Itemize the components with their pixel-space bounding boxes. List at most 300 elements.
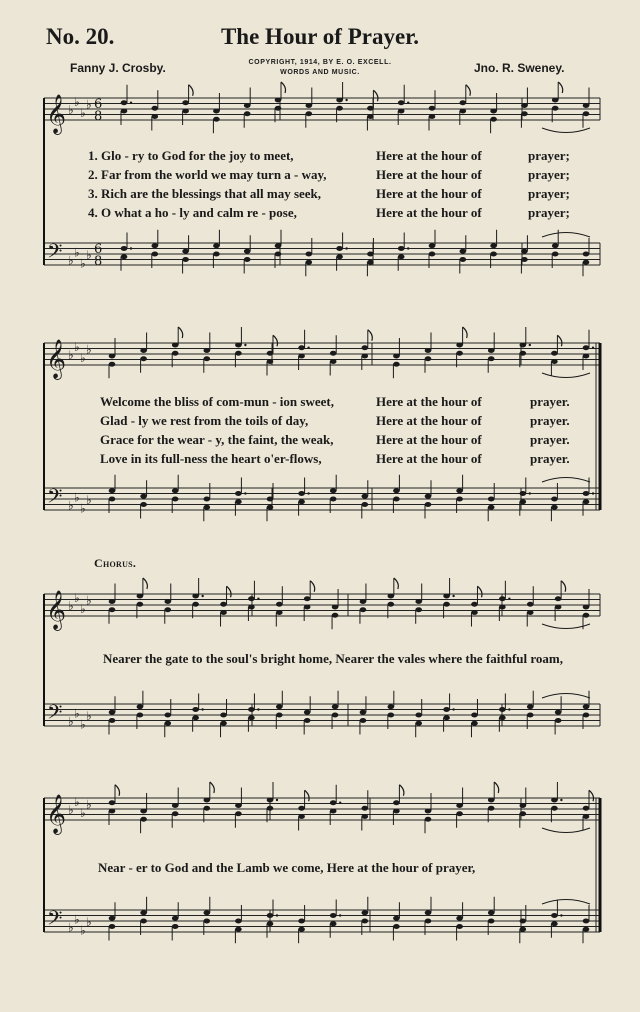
dot xyxy=(307,347,309,349)
flat-icon: ♭ xyxy=(80,601,86,616)
note-head xyxy=(332,713,339,718)
note-head xyxy=(583,260,590,265)
note-head xyxy=(330,488,337,493)
note-head xyxy=(460,100,467,105)
note-head xyxy=(306,103,313,108)
dot xyxy=(529,344,531,346)
note-head xyxy=(172,924,179,929)
tie-arc xyxy=(542,373,590,378)
dot xyxy=(508,598,510,600)
note-head xyxy=(172,497,179,502)
note-head xyxy=(520,499,527,504)
note-head xyxy=(551,359,558,364)
note-head xyxy=(298,814,305,819)
note-head xyxy=(415,721,422,726)
note-head xyxy=(213,117,220,122)
note-head xyxy=(235,343,242,348)
note-head xyxy=(152,243,159,248)
note-head xyxy=(520,927,527,932)
note-head xyxy=(172,343,179,348)
dot xyxy=(529,492,531,494)
note-head xyxy=(362,354,369,359)
note-head xyxy=(304,718,311,723)
note-head xyxy=(298,345,305,350)
note-head xyxy=(490,109,497,114)
flat-icon: ♭ xyxy=(68,714,74,729)
flat-icon: ♭ xyxy=(74,339,80,354)
time-signature-bottom: 8 xyxy=(94,109,103,124)
note-head xyxy=(330,913,337,918)
note-head xyxy=(393,924,400,929)
treble-clef-icon: 𝄞 xyxy=(46,794,67,834)
note-head xyxy=(583,806,590,811)
tie-arc xyxy=(542,694,590,699)
dot xyxy=(276,914,278,916)
note-head xyxy=(362,814,369,819)
note-head xyxy=(267,359,274,364)
note-head xyxy=(471,602,478,607)
note-head xyxy=(456,916,463,921)
note-head xyxy=(583,103,590,108)
note-head xyxy=(140,502,147,507)
note-head xyxy=(527,602,534,607)
note-head xyxy=(336,98,343,103)
hymn-title: The Hour of Prayer. xyxy=(220,24,420,49)
note-head xyxy=(362,910,369,915)
note-head xyxy=(235,499,242,504)
note-head xyxy=(213,243,220,248)
note-head xyxy=(429,243,436,248)
note-head xyxy=(583,354,590,359)
flat-icon: ♭ xyxy=(74,794,80,809)
note-head xyxy=(583,613,590,618)
note-head xyxy=(583,927,590,932)
note-head xyxy=(332,704,339,709)
note-flag xyxy=(557,335,562,346)
note-head xyxy=(471,721,478,726)
note-head xyxy=(275,243,282,248)
bass-clef-icon: 𝄢 xyxy=(47,239,63,268)
note-head xyxy=(367,260,374,265)
note-head xyxy=(456,488,463,493)
dot xyxy=(257,598,259,600)
note-head xyxy=(362,502,369,507)
note-head xyxy=(140,919,147,924)
note-head xyxy=(332,605,339,610)
dot xyxy=(201,595,203,597)
note-head xyxy=(425,817,432,822)
composer-credit: Jno. R. Sweney. xyxy=(474,61,565,75)
note-head xyxy=(140,494,147,499)
note-flag xyxy=(178,327,183,338)
dot xyxy=(130,247,132,249)
note-head xyxy=(109,809,116,814)
note-head xyxy=(298,354,305,359)
flat-icon: ♭ xyxy=(86,915,92,929)
note-head xyxy=(248,707,255,712)
note-flag xyxy=(227,586,232,597)
note-flag xyxy=(399,785,404,796)
note-head xyxy=(306,111,313,116)
flat-icon: ♭ xyxy=(68,920,74,935)
note-head xyxy=(520,351,527,356)
note-head xyxy=(443,594,450,599)
dot xyxy=(201,708,203,710)
note-head xyxy=(583,713,590,718)
note-head xyxy=(583,605,590,610)
note-flag xyxy=(558,82,563,93)
note-head xyxy=(332,613,339,618)
note-head xyxy=(140,348,147,353)
note-head xyxy=(367,114,374,119)
note-head xyxy=(121,246,128,251)
note-head xyxy=(362,919,369,924)
lyricist-credit: Fanny J. Crosby. xyxy=(70,61,166,75)
note-head xyxy=(551,913,558,918)
note-head xyxy=(192,602,199,607)
note-head xyxy=(398,254,405,259)
note-head xyxy=(192,715,199,720)
note-head xyxy=(267,798,274,803)
note-head xyxy=(552,106,559,111)
note-head xyxy=(583,345,590,350)
note-head xyxy=(109,710,116,715)
note-head xyxy=(520,491,527,496)
note-head xyxy=(425,919,432,924)
note-head xyxy=(456,497,463,502)
note-head xyxy=(443,707,450,712)
note-head xyxy=(152,252,159,257)
treble-clef-icon: 𝄞 xyxy=(46,94,67,134)
note-head xyxy=(456,343,463,348)
note-flag xyxy=(273,335,278,346)
flat-icon: ♭ xyxy=(86,593,92,608)
note-head xyxy=(298,499,305,504)
note-head xyxy=(551,921,558,926)
flat-icon: ♭ xyxy=(74,94,80,109)
note-head xyxy=(425,910,432,915)
note-head xyxy=(204,910,211,915)
dot xyxy=(592,492,594,494)
flat-icon: ♭ xyxy=(80,923,86,938)
dot xyxy=(339,802,341,804)
note-head xyxy=(172,351,179,356)
note-flag xyxy=(115,785,120,796)
note-head xyxy=(137,594,144,599)
note-head xyxy=(275,252,282,257)
note-head xyxy=(109,354,116,359)
note-head xyxy=(244,111,251,116)
dot xyxy=(339,914,341,916)
bass-clef-icon: 𝄢 xyxy=(47,484,63,513)
note-head xyxy=(499,605,506,610)
note-head xyxy=(521,111,528,116)
note-head xyxy=(527,610,534,615)
time-signature-bottom: 8 xyxy=(94,254,103,269)
note-head xyxy=(172,811,179,816)
flat-icon: ♭ xyxy=(80,350,86,365)
note-head xyxy=(425,348,432,353)
note-head xyxy=(164,721,171,726)
note-head xyxy=(109,718,116,723)
dot xyxy=(560,914,562,916)
note-head xyxy=(192,594,199,599)
note-head xyxy=(235,811,242,816)
note-head xyxy=(367,252,374,257)
note-head xyxy=(109,599,116,604)
note-head xyxy=(330,497,337,502)
note-head xyxy=(267,921,274,926)
note-head xyxy=(304,710,311,715)
note-head xyxy=(360,718,367,723)
note-head xyxy=(415,607,422,612)
note-head xyxy=(551,351,558,356)
note-head xyxy=(275,98,282,103)
flat-icon: ♭ xyxy=(68,599,74,613)
note-head xyxy=(393,800,400,805)
note-head xyxy=(213,252,220,257)
note-head xyxy=(471,610,478,615)
dot xyxy=(244,344,246,346)
note-head xyxy=(220,713,227,718)
note-head xyxy=(220,721,227,726)
note-head xyxy=(490,243,497,248)
note-head xyxy=(220,602,227,607)
copyright-subline: WORDS AND MUSIC. xyxy=(280,69,360,76)
time-signature-top: 6 xyxy=(94,242,103,257)
note-flag xyxy=(394,578,399,589)
note-head xyxy=(555,718,562,723)
treble-clef-icon: 𝄞 xyxy=(46,339,67,379)
note-head xyxy=(490,252,497,257)
note-head xyxy=(140,910,147,915)
note-head xyxy=(443,602,450,607)
note-head xyxy=(213,109,220,114)
flat-icon: ♭ xyxy=(68,103,74,117)
note-head xyxy=(182,257,189,262)
note-head xyxy=(552,98,559,103)
note-head xyxy=(204,505,211,510)
note-head xyxy=(121,100,128,105)
time-signature-top: 6 xyxy=(94,97,103,112)
note-head xyxy=(398,109,405,114)
note-head xyxy=(393,362,400,367)
note-head xyxy=(393,809,400,814)
note-head xyxy=(488,356,495,361)
note-head xyxy=(121,109,128,114)
note-head xyxy=(109,924,116,929)
note-head xyxy=(140,356,147,361)
note-head xyxy=(330,921,337,926)
hymn-number: No. 20. xyxy=(46,24,115,49)
note-head xyxy=(336,254,343,259)
note-head xyxy=(425,356,432,361)
note-head xyxy=(490,117,497,122)
note-head xyxy=(172,803,179,808)
note-head xyxy=(204,919,211,924)
note-head xyxy=(109,800,116,805)
note-head xyxy=(172,916,179,921)
chorus-line-2: Near - er to God and the Lamb we come, Here at the hour of prayer, xyxy=(98,860,476,875)
note-head xyxy=(204,806,211,811)
note-head xyxy=(204,798,211,803)
note-head xyxy=(398,246,405,251)
note-head xyxy=(551,798,558,803)
note-head xyxy=(204,497,211,502)
note-head xyxy=(330,359,337,364)
copyright-line: COPYRIGHT, 1914, BY E. O. EXCELL. xyxy=(248,59,392,66)
note-head xyxy=(499,715,506,720)
bass-clef-icon: 𝄢 xyxy=(47,700,63,729)
dot xyxy=(257,708,259,710)
dot xyxy=(452,595,454,597)
note-head xyxy=(244,257,251,262)
note-head xyxy=(460,249,467,254)
note-flag xyxy=(494,782,499,793)
note-head xyxy=(583,814,590,819)
note-flag xyxy=(561,581,566,592)
note-head xyxy=(360,607,367,612)
note-head xyxy=(583,919,590,924)
note-head xyxy=(362,494,369,499)
treble-clef-icon: 𝄞 xyxy=(46,590,67,630)
note-head xyxy=(248,596,255,601)
note-head xyxy=(109,488,116,493)
note-head xyxy=(204,348,211,353)
note-head xyxy=(182,109,189,114)
note-flag xyxy=(189,85,194,96)
dot xyxy=(592,347,594,349)
tie-arc xyxy=(542,233,590,238)
note-head xyxy=(460,257,467,262)
dot xyxy=(345,247,347,249)
note-head xyxy=(488,497,495,502)
note-head xyxy=(330,351,337,356)
note-head xyxy=(267,913,274,918)
note-head xyxy=(425,809,432,814)
note-head xyxy=(235,803,242,808)
note-flag xyxy=(143,578,148,589)
note-head xyxy=(425,502,432,507)
flat-icon: ♭ xyxy=(68,803,74,817)
note-head xyxy=(520,343,527,348)
note-head xyxy=(336,246,343,251)
note-head xyxy=(415,713,422,718)
flat-icon: ♭ xyxy=(68,348,74,362)
note-head xyxy=(429,114,436,119)
note-head xyxy=(393,497,400,502)
dot xyxy=(307,492,309,494)
note-head xyxy=(488,919,495,924)
note-head xyxy=(527,704,534,709)
note-head xyxy=(583,491,590,496)
flat-icon: ♭ xyxy=(74,245,80,260)
note-head xyxy=(137,704,144,709)
flat-icon: ♭ xyxy=(80,256,86,271)
note-flag xyxy=(310,581,315,592)
note-head xyxy=(276,602,283,607)
note-head xyxy=(172,488,179,493)
note-head xyxy=(393,354,400,359)
flat-icon: ♭ xyxy=(74,706,80,721)
note-flag xyxy=(210,782,215,793)
note-head xyxy=(456,351,463,356)
note-head xyxy=(109,916,116,921)
flat-icon: ♭ xyxy=(74,490,80,505)
dot xyxy=(345,99,347,101)
note-head xyxy=(388,713,395,718)
note-head xyxy=(182,100,189,105)
note-head xyxy=(388,602,395,607)
note-head xyxy=(276,704,283,709)
note-head xyxy=(551,806,558,811)
note-head xyxy=(520,811,527,816)
note-head xyxy=(360,710,367,715)
note-head xyxy=(248,715,255,720)
note-head xyxy=(204,356,211,361)
flat-icon: ♭ xyxy=(86,493,92,507)
note-head xyxy=(137,602,144,607)
note-head xyxy=(276,610,283,615)
note-head xyxy=(488,910,495,915)
note-head xyxy=(521,257,528,262)
note-flag xyxy=(463,327,468,338)
note-head xyxy=(235,351,242,356)
tie-arc xyxy=(542,128,590,133)
note-head xyxy=(443,715,450,720)
chorus-line-1: Nearer the gate to the soul's bright home, Nearer the vales where the faithful roam, xyxy=(103,651,563,666)
note-head xyxy=(220,610,227,615)
flat-icon: ♭ xyxy=(86,709,92,723)
note-head xyxy=(552,252,559,257)
note-head xyxy=(109,497,116,502)
chorus-label: Chorus. xyxy=(94,556,137,570)
note-head xyxy=(140,809,147,814)
flat-icon: ♭ xyxy=(80,105,86,120)
note-head xyxy=(583,704,590,709)
note-head xyxy=(583,252,590,257)
note-head xyxy=(235,919,242,924)
note-head xyxy=(248,605,255,610)
note-head xyxy=(367,106,374,111)
note-head xyxy=(276,713,283,718)
note-head xyxy=(415,599,422,604)
note-head xyxy=(298,491,305,496)
flat-icon: ♭ xyxy=(86,342,92,357)
note-head xyxy=(304,605,311,610)
note-head xyxy=(488,348,495,353)
note-head xyxy=(488,505,495,510)
flat-icon: ♭ xyxy=(80,501,86,516)
note-head xyxy=(298,806,305,811)
dot xyxy=(560,799,562,801)
flat-icon: ♭ xyxy=(68,498,74,513)
note-head xyxy=(306,252,313,257)
flat-icon: ♭ xyxy=(80,717,86,732)
note-head xyxy=(551,497,558,502)
note-head xyxy=(555,605,562,610)
dot xyxy=(407,102,409,104)
note-head xyxy=(429,252,436,257)
note-head xyxy=(521,103,528,108)
note-head xyxy=(267,497,274,502)
flat-icon: ♭ xyxy=(86,97,92,112)
flat-icon: ♭ xyxy=(68,253,74,268)
note-head xyxy=(275,106,282,111)
note-head xyxy=(398,100,405,105)
note-flag xyxy=(373,90,378,101)
flat-icon: ♭ xyxy=(86,797,92,812)
